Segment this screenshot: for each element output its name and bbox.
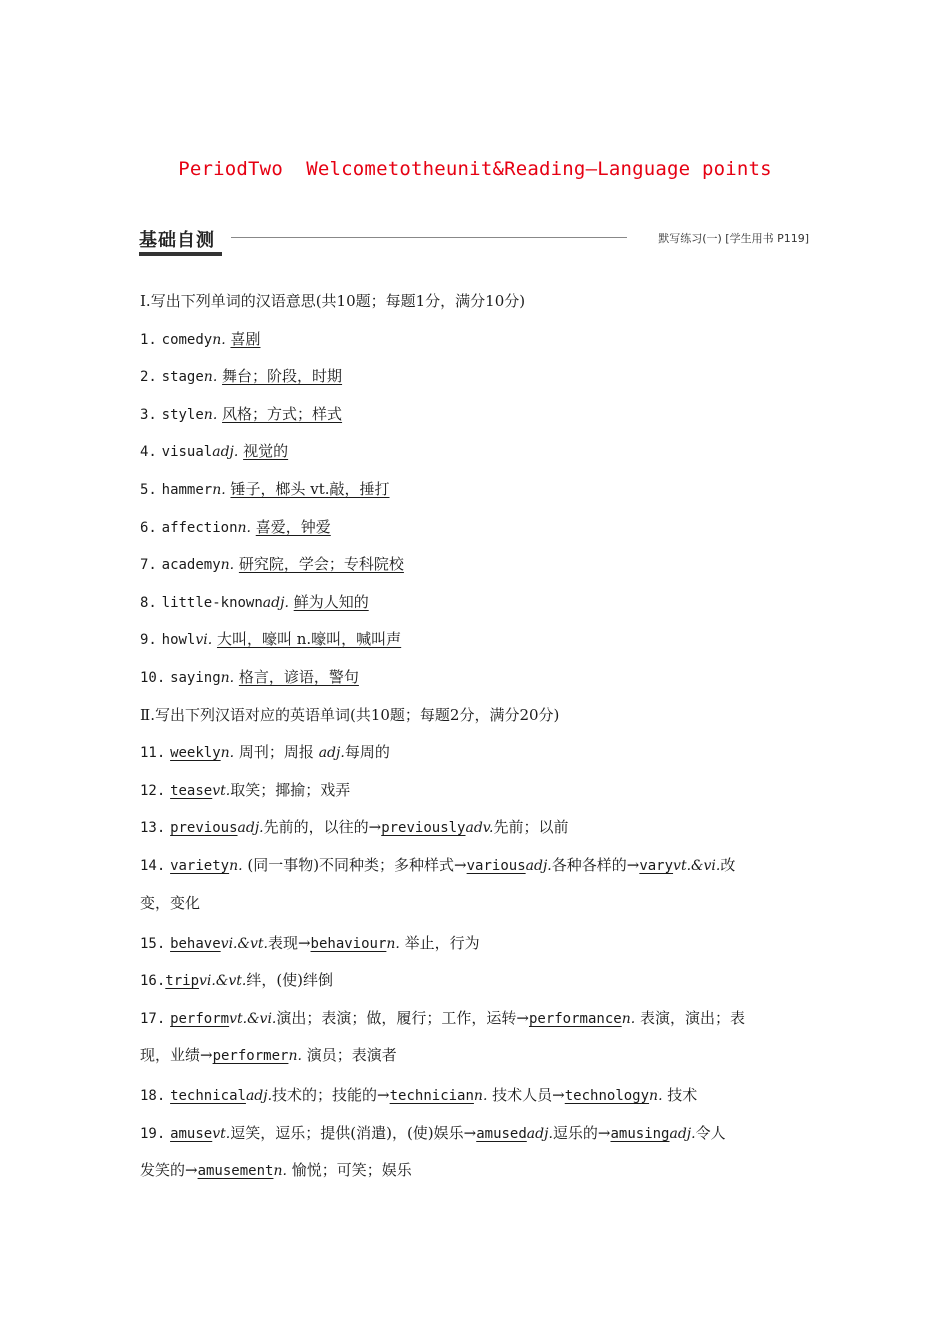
answer-meaning: 锤子，榔头 vt.敲，捶打 [230,479,390,498]
section-reference: 默写练习(一) [学生用书 P119] [658,232,809,245]
answer-word: previous [170,820,238,837]
item-number: 4. [140,444,157,461]
vocab-word: little-known [161,594,263,611]
part-of-speech: n. [473,1088,488,1105]
meaning-text: 技术 [667,1086,698,1105]
part-of-speech: adj. [262,594,289,611]
answer-word: amusing [610,1125,670,1142]
answer-meaning: 喜爱，钟爱 [255,517,331,536]
item-16 [140,967,820,1005]
meaning-text: 技术人员→ [492,1086,565,1105]
part-of-speech: adj. [318,745,345,762]
vocab-word: visual [161,444,213,461]
item-number: 3. [140,406,157,423]
item-number: 15. [140,935,166,952]
meaning-text: 各种各样的→ [551,855,640,874]
part-of-speech: n. [203,406,218,423]
section-divider-rule [231,237,627,238]
part-of-speech: n. [203,369,218,386]
answer-word: previously [381,820,466,837]
answer-meaning: 大叫，嚎叫 n.嚎叫，喊叫声 [216,630,402,649]
exercise-content [140,288,820,1197]
meaning-text: 令人 [695,1123,726,1142]
item-number: 18. [140,1088,166,1105]
meaning-text: (同一事物)不同种类；多种样式→ [247,855,467,874]
answer-word: perform [170,1010,230,1027]
part-of-speech: n. [386,935,400,952]
meaning-text: 演出；表演；做，履行；工作，运转→ [276,1008,529,1027]
vocab-word: hammer [161,481,213,498]
item-18 [140,1082,820,1120]
vocab-word: academy [161,557,221,574]
meaning-text: 改 [720,855,736,874]
part-of-speech: n. [212,481,226,498]
meaning-text: 取笑；揶揄；戏弄 [230,780,351,799]
section-header [139,226,809,258]
part2-heading: Ⅱ.写出下列汉语对应的英语单词(共10题；每题2分，满分20分) [140,705,560,724]
meaning-text: 先前的，以往的→ [263,818,382,837]
meaning-text: 愉悦；可笑；娱乐 [291,1161,412,1180]
part-of-speech: n. [237,519,251,536]
meaning-text: 表演，演出；表 [639,1008,745,1027]
vocab-word: saying [170,669,221,686]
item-14 [140,852,820,890]
item-8 [140,589,820,627]
part-of-speech: n. [229,857,243,874]
answer-word: weekly [170,745,221,762]
part1-list [140,326,820,702]
meaning-text: 逗笑，逗乐；提供(消遣)，(使)娱乐→ [230,1123,477,1142]
item-14-continued [140,890,820,930]
part-of-speech: n. [220,669,235,686]
part-of-speech: n. [649,1088,663,1105]
item-number: 14. [140,857,166,874]
item-number: 11. [140,745,166,762]
part-of-speech: adj. [245,1088,273,1105]
part-of-speech: adj. [237,820,264,837]
answer-meaning: 研究院，学会；专科院校 [238,555,404,574]
answer-meaning: 喜剧 [230,329,261,348]
part-of-speech: adj. [525,857,552,874]
item-number: 16. [140,973,166,990]
part-of-speech: n. [288,1048,302,1065]
section-title: 基础自测 [139,230,215,251]
answer-word: amused [476,1125,527,1142]
answer-meaning: 风格；方式；样式 [222,404,343,423]
answer-word: technician [389,1088,474,1105]
answer-word: amuse [170,1125,213,1142]
part-of-speech: vi.&vt. [199,973,247,990]
meaning-text: 举止，行为 [404,933,480,952]
part-of-speech: vi.&vt. [220,935,268,952]
item-17 [140,1005,820,1043]
item-19-continued [140,1157,820,1197]
item-10 [140,664,820,702]
answer-meaning: 舞台；阶段，时期 [222,367,343,386]
part-of-speech: n. [212,331,226,348]
answer-word: behaviour [310,935,387,952]
meaning-text: 现，业绩→ [140,1046,213,1065]
item-number: 1. [140,331,157,348]
item-number: 13. [140,820,166,837]
item-number: 2. [140,369,157,386]
part-of-speech: vt. [212,1125,231,1142]
item-number: 19. [140,1125,166,1142]
part-of-speech: adj. [526,1125,553,1142]
meaning-text: 绊，(使)绊倒 [246,971,334,990]
answer-word: technical [170,1088,246,1105]
meaning-text: 表现→ [267,933,311,952]
meaning-text: 先前；以前 [493,818,569,837]
part-of-speech: adj. [669,1125,696,1142]
answer-word: tease [170,782,213,799]
answer-meaning: 视觉的 [243,442,289,461]
part-of-speech: vt. [212,782,231,799]
meaning-text: 发笑的→ [140,1161,198,1180]
answer-word: performer [212,1048,289,1065]
item-9 [140,626,820,664]
item-3 [140,401,820,439]
answer-word: amusement [197,1163,274,1180]
answer-word: performance [528,1010,622,1027]
item-number: 8. [140,594,157,611]
meaning-text: 技术的；技能的→ [272,1086,390,1105]
item-17-continued [140,1042,820,1082]
item-number: 5. [140,481,157,498]
item-11 [140,739,820,777]
page-title: PeriodTwo Welcometotheunit&Reading—Language points [178,158,772,180]
item-number: 6. [140,519,157,536]
answer-word: behave [170,935,221,952]
item-2 [140,363,820,401]
item-7 [140,551,820,589]
item-19 [140,1120,820,1158]
item-1 [140,326,820,364]
answer-meaning: 格言，谚语，警句 [238,667,359,686]
item-number: 7. [140,557,157,574]
item-5 [140,476,820,514]
vocab-word: stage [161,369,204,386]
part-of-speech: adv. [465,820,494,837]
part-of-speech: vt.&vi. [673,857,721,874]
answer-word: vary [639,857,674,874]
meaning-text: 演员；表演者 [306,1046,397,1065]
part-of-speech: vt.&vi. [229,1010,277,1027]
part-of-speech: n. [621,1010,636,1027]
vocab-word: comedy [161,331,213,348]
meaning-text: 每周的 [344,743,390,762]
part-of-speech: n. [273,1163,287,1180]
answer-meaning: 鲜为人知的 [293,592,369,611]
answer-word: trip [165,973,200,990]
item-12 [140,777,820,815]
part-of-speech: vi. [195,632,213,649]
answer-word: various [466,857,526,874]
item-15 [140,930,820,968]
answer-word: variety [170,857,230,874]
item-number: 12. [140,782,166,799]
part-of-speech: n. [220,557,235,574]
item-number: 9. [140,632,157,649]
item-6 [140,514,820,552]
item-4 [140,438,820,476]
item-number: 10. [140,669,166,686]
section-title-underline [139,252,222,256]
meaning-text: 周刊；周报 [238,743,314,762]
part-of-speech: n. [220,745,235,762]
item-13 [140,814,820,852]
part-of-speech: adj. [212,444,239,461]
meaning-text: 逗乐的→ [552,1123,611,1142]
item-number: 17. [140,1010,166,1027]
vocab-word: style [161,406,204,423]
vocab-word: howl [161,632,196,649]
answer-word: technology [564,1088,650,1105]
part1-heading: Ⅰ.写出下列单词的汉语意思(共10题；每题1分，满分10分) [140,292,526,310]
meaning-text: 变，变化 [140,893,201,912]
vocab-word: affection [161,519,238,536]
